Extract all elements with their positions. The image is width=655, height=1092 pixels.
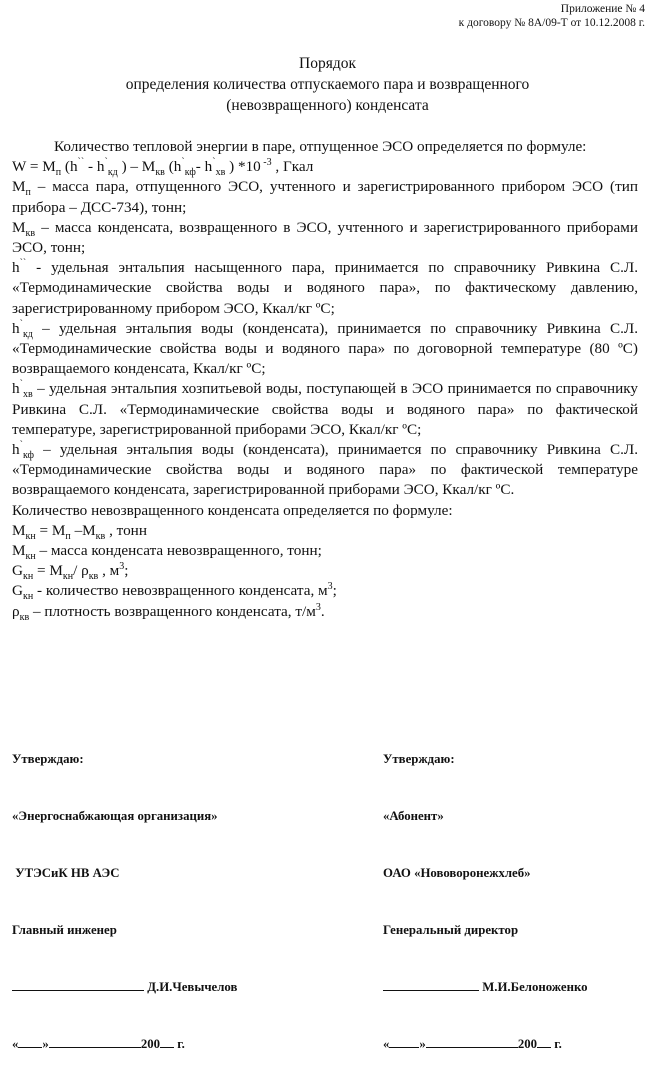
formula-mkn: $М_{кн} = М_п$ $-М_{кв}$ , тонн	[12, 521, 147, 542]
approve-label: Утверждаю:	[12, 752, 84, 766]
organization-name: «Энергоснабжающая организация»	[12, 809, 218, 823]
definition-mkv: $М_{кв}$ – масса конденсата, возвращенного в ЭСО, учтенного и зарегистрированного приборами ЭСО, тонн;	[12, 218, 638, 257]
formula-w: $W = M_п$ ($h^{``} - h^`_{кд}$ ) – $M_{кв}$ ($h^`_{кф}-$ $h^`_{хв}$ ) *10 $^{-3}$ , Гкал	[12, 157, 314, 179]
intro-paragraph: Количество тепловой энергии в паре, отпущенное ЭСО определяется по формуле:	[54, 138, 587, 155]
nonreturn-intro: Количество невозвращенного конденсата определяется по формуле:	[12, 501, 453, 519]
appendix-header	[459, 2, 645, 30]
definition-rho: $\rho_{кв}$ – плотность возвращенного конденсата, $т/м^3$.	[12, 601, 325, 623]
signature-line	[12, 978, 144, 991]
definition-h-kd: $h^`_{кд}$ – удельная энтальпия воды (конденсата), принимается по справочнику Ривкина С.Л. «Термодинамические свойства воды и водяного пара» по договорной температуре (80 ºС) возвращаемого конденсата, Ккал/кг ºС;	[12, 318, 638, 378]
signer-name: М.И.Белоноженко	[479, 980, 588, 994]
signature-block-supplier	[12, 712, 237, 1092]
contract-reference: к договору № 8А/09-Т от 10.12.2008 г.	[458, 17, 645, 29]
month-blank	[49, 1035, 141, 1048]
definition-h-kf: $h^`_{кф}$ – удельная энтальпия воды (конденсата), принимается по справочнику Ривкина С.Л. «Термодинамические свойства воды и водяного пара» по фактической температуре возвращаемого конденсата, зарегистрированной приборами ЭСО, Ккал/кг ºС.	[12, 439, 638, 499]
definition-gkn: $G_{кн}$ - количество невозвращенного конденсата, $м^3$;	[12, 581, 337, 603]
title-line-2: определения количества отпускаемого пара и возвращенного	[125, 76, 530, 93]
signer-name: Д.И.Чевычелов	[144, 980, 238, 994]
formula-gkn: $G_{кн} = M_{кн}/$ $\rho_{кв}$ , $м^3$;	[12, 561, 129, 583]
document-body	[12, 137, 638, 622]
organization-unit: УТЭСиК НВ АЭС	[12, 866, 120, 880]
day-blank	[18, 1035, 42, 1048]
definition-mp: $М_п$ – масса пара, отпущенного ЭСО, учтенного и зарегистрированного прибором ЭСО (тип прибора – ДСС-734), тонн;	[12, 178, 638, 216]
approve-label: Утверждаю:	[383, 752, 455, 766]
signer-position: Генеральный директор	[383, 923, 519, 937]
date-line: « » 200 г.	[12, 1037, 185, 1051]
definition-h-steam: h`` - удельная энтальпия насыщенного пара, принимается по справочнику Ривкина С.Л. «Термодинамические свойства воды и водяного пара», по фактическому давлению, зарегистрированному прибором ЭСО, Ккал/кг ºС;	[12, 258, 638, 317]
year-blank	[537, 1035, 551, 1048]
month-blank	[426, 1035, 518, 1048]
title-line-1: Порядок	[299, 55, 356, 72]
date-line: « » 200 г.	[383, 1037, 562, 1051]
day-blank	[389, 1035, 419, 1048]
definition-h-hv: $h^`_{хв}$ – удельная энтальпия хозпитьевой воды, поступающей в ЭСО принимается по справочнику Ривкина С.Л. «Термодинамические свойства воды и водяного пара» по фактической температуре, зарегистрированной приборами ЭСО, Ккал/кг ºС;	[12, 379, 638, 438]
organization-name: «Абонент»	[383, 809, 444, 823]
organization-unit: ОАО «Нововоронежхлеб»	[383, 866, 531, 880]
signer-line	[383, 978, 588, 997]
appendix-number: Приложение № 4	[560, 3, 645, 15]
signer-position: Главный инженер	[12, 923, 117, 937]
signature-block-subscriber	[383, 712, 588, 1092]
title-line-3: (невозвращенного) конденсата	[226, 97, 429, 114]
definition-mkn: $М_{кн}$ – масса конденсата невозвращенного, тонн;	[12, 542, 322, 563]
signature-line	[383, 978, 479, 991]
year-blank	[160, 1035, 174, 1048]
signer-line	[12, 978, 237, 997]
